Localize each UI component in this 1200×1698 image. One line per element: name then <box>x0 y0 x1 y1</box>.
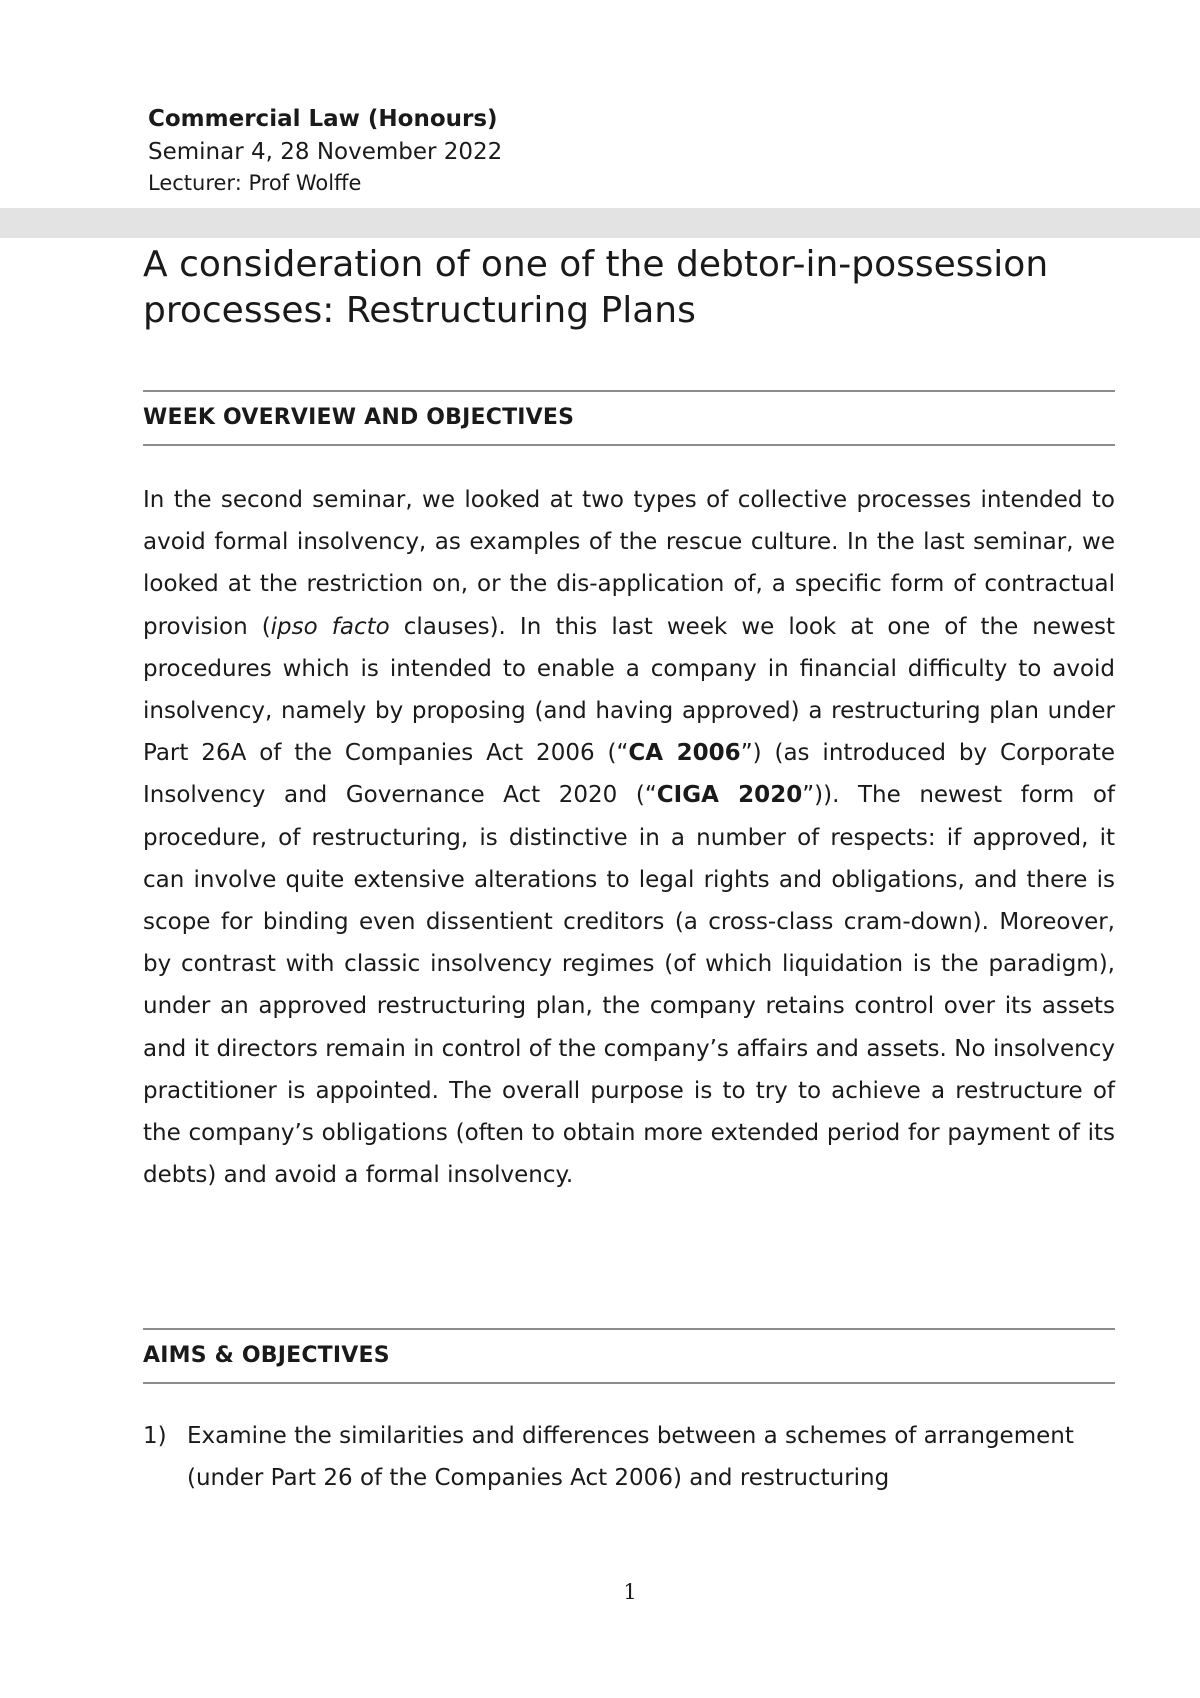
document-title: A consideration of one of the debtor-in-possession processes: Restructuring Plans <box>143 244 1049 331</box>
aims-heading: AIMS & OBJECTIVES <box>143 1343 390 1368</box>
ciga-2020-term: CIGA 2020 <box>656 782 803 809</box>
header-divider-band <box>0 208 1200 238</box>
overview-section-header <box>143 390 1115 446</box>
section-bottom-rule <box>143 444 1115 446</box>
list-item-text: Examine the similarities and differences between a schemes of arrangement (under Part 26 of the Companies Act 2006) and restructuring <box>187 1423 1074 1491</box>
document-header <box>148 102 1048 198</box>
overview-text-part-4: ”)). The newest form of procedure, of restructuring, is distinctive in a number of respects: if approved, it can involve quite extensive alterations to legal rights and obligations, and there is scope for binding even dissentient creditors (a cross-class cram-down). Moreover, by contrast with classic insolvency regimes (of which liquidation is the paradigm), under an approved restructuring plan, the company retains control over its assets and it directors remain in control of the company’s affairs and assets. No insolvency practitioner is appointed. The overall purpose is to try to achieve a restructure of the company’s obligations (often to obtain more extended period for payment of its debts) and avoid a formal insolvency. <box>143 782 1115 1189</box>
lecturer-name: Lecturer: Prof Wolffe <box>148 171 362 195</box>
list-item-number: 1) <box>143 1423 167 1449</box>
course-title: Commercial Law (Honours) <box>148 106 498 132</box>
overview-paragraph <box>143 479 1115 1196</box>
overview-text-part-3: ”) (as introduced by Corporate Insolvency and Governance Act 2020 (“ <box>143 740 1116 809</box>
list-item <box>143 1415 1115 1499</box>
section-bottom-rule <box>143 1382 1115 1384</box>
seminar-date: Seminar 4, 28 November 2022 <box>148 139 503 165</box>
ipso-facto-term: ipso facto <box>270 613 390 640</box>
page-number: 1 <box>623 1580 637 1604</box>
overview-text-part-1: In the second seminar, we looked at two types of collective processes intended to avoid formal insolvency, as examples of the rescue culture. In the last seminar, we looked at the restriction on, or the dis-application of, a specific form of contractual provision ( <box>143 487 1115 640</box>
overview-text-part-2: clauses). In this last week we look at one of the newest procedures which is intended to enable a company in financial difficulty to avoid insolvency, namely by proposing (and having approved) a restructuring plan under Part 26A of the Companies Act 2006 (“ <box>143 613 1115 767</box>
overview-heading: WEEK OVERVIEW AND OBJECTIVES <box>143 405 575 430</box>
aims-list <box>143 1415 1115 1499</box>
ca-2006-term: CA 2006 <box>628 740 741 767</box>
aims-section-header <box>143 1328 1115 1384</box>
